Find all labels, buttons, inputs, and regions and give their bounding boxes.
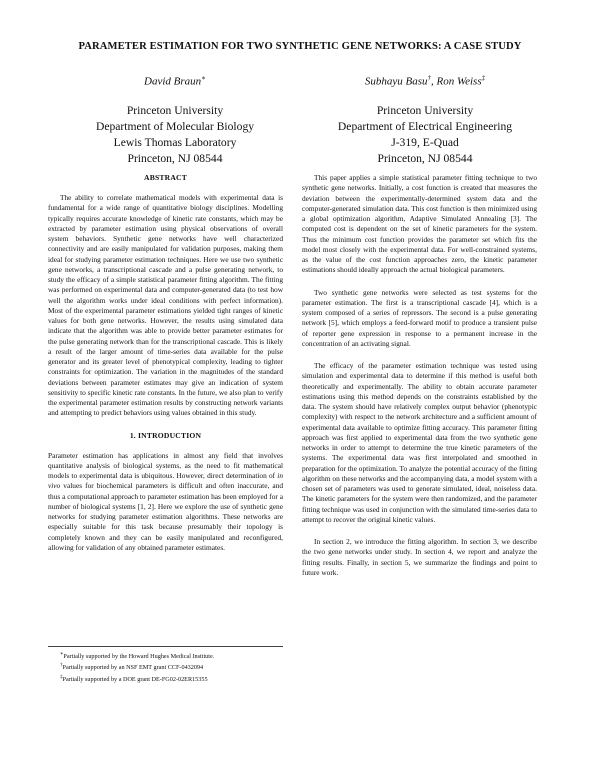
footnotes [48, 646, 283, 684]
abstract-heading: ABSTRACT [144, 173, 187, 182]
author-block-left [60, 70, 290, 167]
left-column [48, 173, 283, 553]
affiliation-line: Department of Molecular Biology [95, 119, 255, 133]
footnote: †Partially supported by an NSF EMT grant CCF-0432094 [60, 663, 204, 672]
affiliation-line: Lewis Thomas Laboratory [113, 135, 237, 149]
affiliation-line: Princeton, NJ 08544 [377, 151, 473, 165]
abstract-text: The ability to correlate mathematical models with experimental data is fundamental for a wide range of quantitative biology disciplines. Modelling typically requires accurate knowledge of kinetic rate constants, which may be extracted by parameter estimation using physical observations of overall system behaviors. Synthetic gene networks have well characterized connectivity and are easily manipulated for validation purposes, making them ideal for studying parameter estimation techniques. Here we use two synthetic gene networks, a transcriptional cascade and a pulse generating network, to study the efficacy of a simple statistical parameter fitting algorithm. The fitting was performed on experimental data and computer-generated data (to test how well the algorithm works under ideal conditions with perfect information). Most of the experimental parameter estimations yielded tight ranges of kinetic values for both gene networks. However, the results using simulated data indicate that the algorithm was able to provide better parameter estimates for the pulse generating network than for the transcriptional cascade. This is likely a result of the larger amount of time-series data available for the pulse generator and its greater level of phenotypical complexity, leading to tighter constraints for optimization. The variation in the magnitudes of the standard deviations between parameter estimates may give an indication of system sensitivity to specific kinetic rate constants. In the future, we also plan to verify the experimental parameter estimation results by constructing network variants and attempting to predict behaviors using values obtained in this study. [48, 193, 283, 418]
intro-heading: 1. INTRODUCTION [129, 430, 202, 440]
author-names: Subhayu Basu†, Ron Weiss‡ [364, 74, 486, 88]
author-block-right [310, 70, 540, 167]
body-paragraph: Two synthetic gene networks were selected as test systems for the parameter estimation. The first is a transcriptional cascade [4], which is a system composed of a series of repressors. The second is a pulse generating network [5], which employs a feed-forward motif to produce a transient pulse of reporter gene expression in response to a permanent increase in the concentration of an activating signal. [302, 287, 537, 348]
right-column [302, 173, 537, 578]
affiliation-line: Department of Electrical Engineering [337, 119, 513, 133]
affiliation-line: Princeton, NJ 08544 [127, 151, 223, 165]
body-paragraph: In section 2, we introduce the fitting algorithm. In section 3, we describe the two gene networks under study. In section 4, we report and analyze the fitting results. Finally, in section 5, we summarize the findings and point to future work. [302, 537, 537, 577]
author-name: David Braun∗ [144, 74, 206, 88]
footnote: ‡Partially supported by a DOE grant DE-FG02-02ER15355 [60, 674, 208, 683]
affiliation-line: Princeton University [376, 103, 474, 117]
paper-title: PARAMETER ESTIMATION FOR TWO SYNTHETIC GENE NETWORKS: A CASE STUDY [78, 41, 522, 52]
affiliation-line: J-319, E-Quad [391, 135, 459, 149]
intro-text: Parameter estimation has applications in almost any field that involves quantitative analysis of biological systems, as the need to fit mathematical models to experimental data is ubiquitous. However, direct determination of in vivo values for biochemical parameters is difficult and often inaccurate, and thus a computational approach to parameter estimation has been employed for a number of biological systems [1, 2]. Here we explore the use of synthetic gene networks for studying parameter estimation algorithms. These networks are especially suitable for this task because presumably their topology is completely known and they can be easily manipulated and reconfigured, allowing for validation of any obtained parameter estimates. [48, 450, 283, 552]
footnote: ∗Partially supported by the Howard Hughes Medical Institute. [60, 652, 215, 661]
body-paragraph: The efficacy of the parameter estimation technique was tested using simulation and experimental data to determine if this method is useful both theoretically and experimentally. The ability to obtain accurate parameter estimations using this method depends on the constraints established by the data. The system should have relatively complex output behavior (phenotypic complexity) with respect to the network architecture and a sufficient amount of experimental data available to optimize fitting accuracy. This parameter fitting approach was first applied to experimental data from the two synthetic gene networks in order to attempt to determine the true kinetic parameters of the systems. The experimental data was first interpolated and smoothed in preparation for the optimization. To analyze the potential accuracy of the fitting algorithm on these networks and the accompanying data, a model system with a chosen set of parameters was used to generate simulated, ideal, noiseless data. The kinetic parameters for the system were then randomized, and the parameter fitting technique was used in conjunction with the simulated time-series data to attempt to recover the original kinetic values. [302, 361, 537, 524]
affiliation-line: Princeton University [126, 103, 224, 117]
body-paragraph: This paper applies a simple statistical parameter fitting technique to two synthetic gene networks. Initially, a cost function is created that measures the deviation between the experimentally-determined system data and the computer-generated simulation data. This cost function is then minimized using a global optimization algorithm, Adaptive Simulated Annealing [3]. The computed cost is dependent on the set of kinetic parameters for the system. Thus the minimum cost function provides the parameter set which fits the model most closely with the experimental data. For well-constrained systems, as the value of the cost function approaches zero, the kinetic parameter estimations should ideally approach the actual biological parameters. [302, 173, 537, 275]
